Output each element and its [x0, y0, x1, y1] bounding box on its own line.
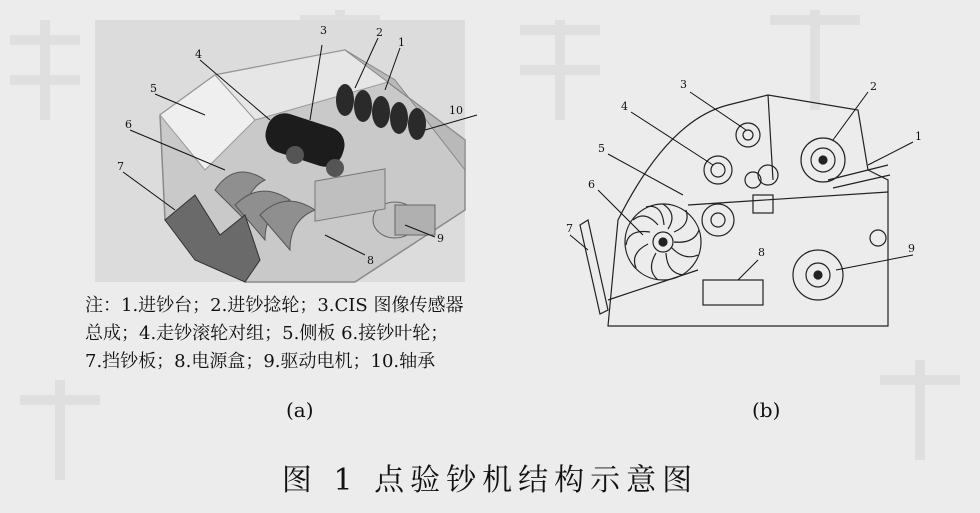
label-b-3: 3 [680, 78, 687, 91]
note-line-1: 注：1.进钞台；2.进钞捻轮；3.CIS 图像传感器 [85, 295, 464, 316]
label-a-10: 10 [449, 104, 463, 117]
subfigure-label-a: (a) [286, 398, 314, 422]
label-b-5: 5 [598, 142, 605, 155]
label-a-4: 4 [195, 48, 202, 61]
diagram-b-schematic [566, 70, 922, 340]
figure-note [85, 292, 505, 376]
label-a-5: 5 [150, 82, 157, 95]
diagram-a-rendering [95, 20, 465, 282]
machine-line-drawing [566, 70, 922, 340]
label-a-9: 9 [437, 232, 444, 245]
label-a-3: 3 [320, 24, 327, 37]
label-b-1: 1 [915, 130, 922, 143]
label-b-2: 2 [870, 80, 877, 93]
machine-3d-illustration [95, 20, 465, 282]
label-a-7: 7 [117, 160, 124, 173]
label-b-6: 6 [588, 178, 595, 191]
label-b-7: 7 [566, 222, 573, 235]
label-a-1: 1 [398, 36, 405, 49]
note-line-3: 7.挡钞板；8.电源盒；9.驱动电机；10.轴承 [85, 351, 436, 372]
label-b-9: 9 [908, 242, 915, 255]
label-b-4: 4 [621, 100, 628, 113]
figure-title: 图 1 点验钞机结构示意图 [281, 463, 699, 498]
label-b-8: 8 [758, 246, 765, 259]
label-a-6: 6 [125, 118, 132, 131]
label-a-2: 2 [376, 26, 383, 39]
note-line-2: 总成；4.走钞滚轮对组；5.侧板 6.接钞叶轮； [85, 323, 449, 344]
label-a-8: 8 [367, 254, 374, 267]
subfigure-label-b: (b) [752, 398, 781, 422]
